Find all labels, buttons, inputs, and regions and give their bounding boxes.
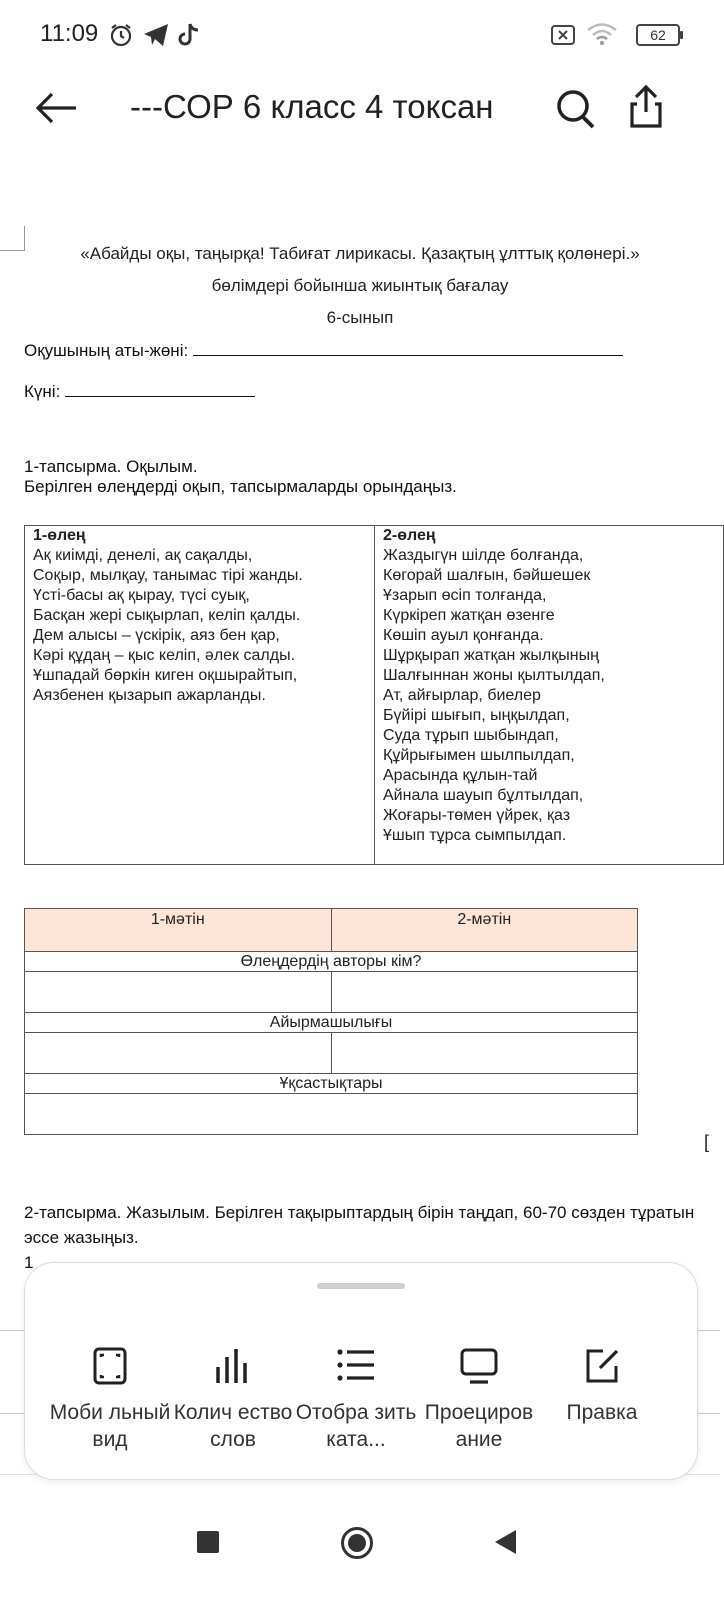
tiktok-icon — [178, 22, 202, 48]
poem1-line: Үсті-басы ақ қырау, түсі суық, — [33, 587, 250, 604]
word-count-label: Колич ество слов — [173, 1401, 293, 1451]
comparison-row-author: Өлеңдердің авторы кім? — [25, 952, 638, 972]
comparison-row-differences: Айырмашылығы — [25, 1013, 638, 1033]
poem1-line: Дем алысы – үскірік, аяз бен қар, — [33, 627, 280, 644]
back-triangle-icon[interactable] — [492, 1528, 518, 1556]
comparison-row-similarities: Ұқсастықтары — [25, 1074, 638, 1094]
comparison-cell — [25, 972, 332, 1013]
date-label: Күні: — [24, 382, 61, 401]
app-bar — [0, 70, 720, 150]
poem2-line: Шалғыннан жоны қылтылдап, — [383, 667, 605, 684]
word-count-button[interactable] — [168, 1347, 298, 1453]
alarm-icon — [108, 22, 134, 48]
sheet-drag-handle[interactable] — [317, 1283, 405, 1289]
task1-instruction: Берілген өлеңдерді оқып, тапсырмаларды орындаңыз. — [24, 477, 457, 496]
poem1-line: Ақ киімді, денелі, ақ сақалды, — [33, 547, 253, 564]
no-sim-icon — [550, 24, 576, 46]
comparison-cell — [25, 1094, 638, 1135]
student-name-line — [193, 341, 623, 356]
date-field — [24, 382, 255, 402]
document-title: ---СОР 6 класс 4 токсан — [130, 88, 494, 125]
show-catalog-button[interactable] — [291, 1347, 421, 1453]
poem2-line: Арасында құлын-тай — [383, 767, 538, 784]
show-catalog-label: Отобра зить ката... — [295, 1401, 417, 1451]
task1-title: 1-тапсырма. Оқылым. — [24, 457, 198, 476]
search-icon[interactable] — [556, 88, 596, 130]
document-viewer[interactable] — [0, 150, 720, 1272]
date-line — [65, 382, 255, 397]
poem1-line: Аязбенен қызарып ажарланды. — [33, 687, 266, 704]
comparison-header-text1: 1-мәтін — [25, 909, 332, 952]
poem2-line: Шұрқырап жатқан жылқының — [383, 647, 599, 664]
heading-line-2: бөлімдері бойынша жиынтық бағалау — [211, 276, 509, 295]
mobile-view-button[interactable] — [45, 1347, 175, 1453]
poem2-line: Ат, айғырлар, биелер — [383, 687, 541, 704]
stray-bracket: [ — [704, 1132, 710, 1152]
poem2-line: Айнала шауып бұлтылдап, — [383, 787, 584, 804]
comparison-cell — [25, 1033, 332, 1074]
comparison-table — [24, 908, 638, 1135]
bottom-sheet — [24, 1262, 698, 1480]
status-bar — [0, 0, 720, 70]
poem2-line: Күркіреп жатқан өзенге — [383, 607, 555, 624]
task2-instruction: 2-тапсырма. Жазылым. Берілген тақырыптардың бірін таңдап, 60-70 сөзден тұратын эссе жазыңыз. — [24, 1203, 695, 1247]
student-name-field — [24, 341, 623, 361]
poem2-line: Жоғары-төмен үйрек, қаз — [383, 807, 571, 824]
word-count-icon — [214, 1347, 252, 1385]
poem1-cell — [25, 526, 375, 865]
wifi-icon — [586, 22, 618, 46]
heading-line-1: «Абайды оқы, таңырқа! Табиғат лирикасы. Қазақтың ұлттық қолөнері.» — [80, 244, 640, 263]
edit-icon — [583, 1347, 621, 1385]
poem2-line: Құйрығымен шылпылдап, — [383, 747, 575, 764]
telegram-icon — [142, 22, 170, 48]
mobile-view-icon — [92, 1347, 128, 1385]
edit-label: Правка — [566, 1401, 638, 1424]
mobile-view-label: Моби льный вид — [49, 1401, 171, 1451]
task2-list-start: 1 — [24, 1253, 34, 1272]
poem1-line: Соқыр, мылқау, танымас тірі жанды. — [33, 567, 303, 584]
heading-line-3: 6-сынып — [326, 308, 394, 327]
edit-button[interactable] — [537, 1347, 667, 1426]
home-circle-icon[interactable] — [340, 1526, 374, 1560]
poem2-line: Көгорай шалғын, бәйшешек — [383, 567, 591, 584]
projection-button[interactable] — [414, 1347, 544, 1453]
student-name-label: Оқушының аты-жөні: — [24, 341, 189, 360]
projection-icon — [460, 1347, 498, 1385]
poem2-line: Көшіп ауыл қонғанда. — [383, 627, 544, 644]
comparison-cell — [331, 972, 638, 1013]
poem2-title: 2-өлең — [383, 527, 436, 544]
poem1-line: Ұшпадай бөркін киген оқшырайтып, — [33, 667, 298, 684]
projection-label: Проециров ание — [424, 1401, 534, 1451]
share-icon[interactable] — [628, 84, 664, 130]
comparison-header-text2: 2-мәтін — [331, 909, 638, 952]
poem2-line: Ұшып тұрса сымпылдап. — [383, 827, 567, 844]
poem1-title: 1-өлең — [33, 527, 86, 544]
battery-icon: 62 — [636, 24, 680, 46]
recents-square-icon[interactable] — [196, 1530, 220, 1554]
poem2-line: Жаздыгүн шілде болғанда, — [383, 547, 584, 564]
back-arrow-icon[interactable] — [34, 90, 78, 126]
comparison-cell — [331, 1033, 638, 1074]
poem2-line: Суда тұрып шыбындап, — [383, 727, 559, 744]
poem1-line: Басқан жері сықырлап, келіп қалды. — [33, 607, 301, 624]
system-nav-bar — [0, 1506, 720, 1600]
poem2-line: Ұзарып өсіп толғанда, — [383, 587, 547, 604]
poem2-line: Бүйірі шығып, ыңқылдап, — [383, 707, 570, 724]
poem2-cell — [375, 526, 724, 865]
poem1-line: Кәрі құдаң – қыс келіп, әлек салды. — [33, 647, 296, 664]
status-time: 11:09 — [40, 20, 99, 47]
show-catalog-icon — [336, 1347, 376, 1385]
poems-table — [24, 525, 724, 865]
